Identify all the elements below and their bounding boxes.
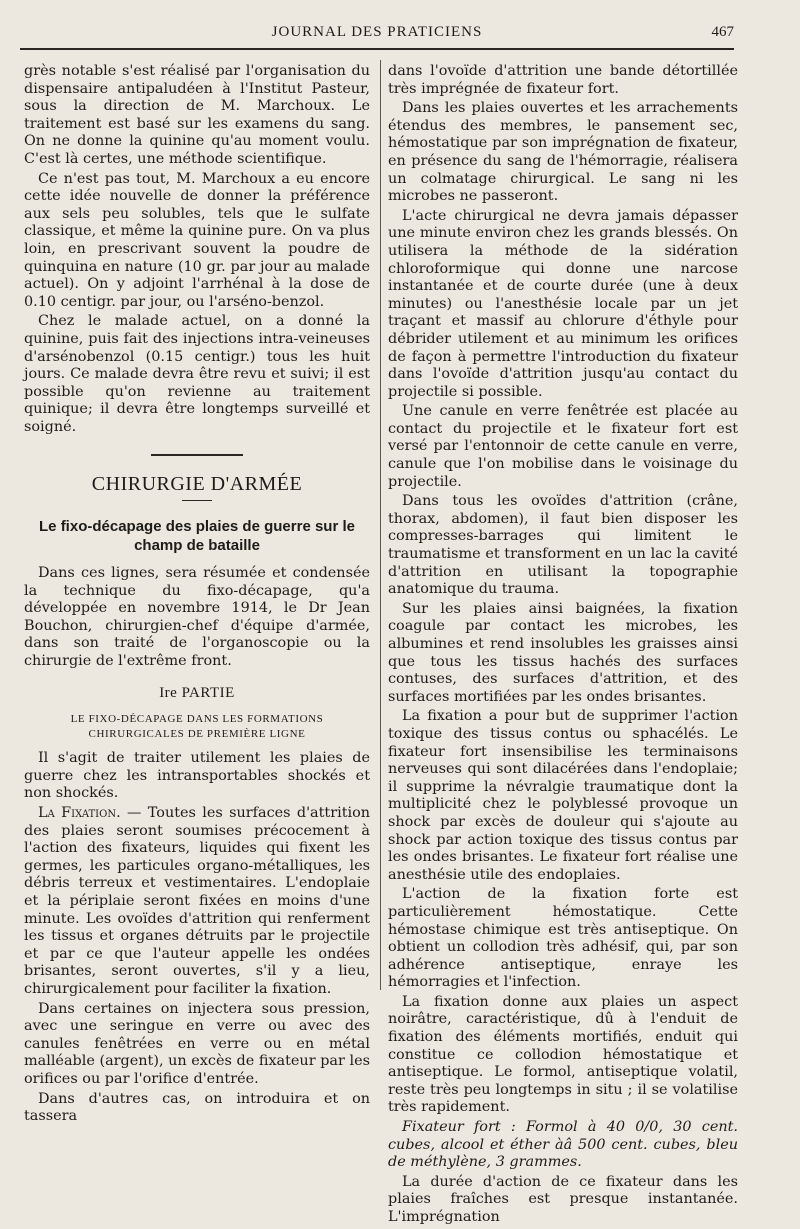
paragraph: dans l'ovoïde d'attrition une bande détortillée très imprégnée de fixateur fort. <box>388 63 738 97</box>
paragraph: Une canule en verre fenêtrée est placée au contact du projectile et le fixateur fort est versé par l'entonnoir de cette canule en verre, canule que l'on mobilise dans le voisinage du projectile. <box>388 403 738 490</box>
right-column <box>388 63 738 1229</box>
paragraph: L'acte chirurgical ne devra jamais dépasser une minute environ chez les grands blessés. On utilisera la méthode de la sidération chloroformique qui donne une narcose instantanée et de courte durée (une à deux minutes) ou l'anesthésie locale par un jet traçant et massif au chlorure d'éthyle pour débrider utilement et au minimum les orifices de façon à permettre l'introduction du fixateur dans l'ovoïde d'attrition jusqu'au contact du projectile si possible. <box>388 207 738 400</box>
paragraph: La fixation a pour but de supprimer l'action toxique des tissus contus ou sphacélés. Le fixateur fort insensibilise les terminaisons nerveuses qui sont dilacérées dans l'endoplaie; il supprime la névralgie traumatique dont la multiplicité chez le polyblessé provoque un shock par excès de douleur qui s'ajoute au shock par action toxique des tissus contus par les ondes brisantes. Le fixateur fort réalise une anesthésie utile des endoplaies. <box>388 708 738 883</box>
formula-paragraph: Fixateur fort : Formol à 40 0/0, 30 cent. cubes, alcool et éther àâ 500 cent. cubes, bleu de méthylène, 3 grammes. <box>388 1119 738 1171</box>
paragraph: Dans tous les ovoïdes d'attrition (crâne, thorax, abdomen), il faut bien disposer les compresses-barrages qui limitent le traumatisme et transforment en un lac la cavité d'attrition en utilisant la topographie anatomique du trauma. <box>388 493 738 598</box>
part-heading: Ire PARTIE <box>159 684 235 701</box>
paragraph: Chez le malade actuel, on a donné la quinine, puis fait des injections intra-veineuses d'arsénobenzol (0.15 centigr.) tous les huit jours. Ce malade devra être revu et suivi; il est possible qu'on revienne au traitement quinique; il devra être longtemps surveillé et soigné. <box>24 313 370 435</box>
part-subheading: LE FIXO-DÉCAPAGE DANS LES FORMATIONS CHIRURGICALES DE PREMIÈRE LIGNE <box>70 713 324 741</box>
journal-title: JOURNAL DES PRATICIENS <box>271 24 483 40</box>
article-title: Le fixo-décapage des plaies de guerre sur le champ de bataille <box>39 518 355 555</box>
paragraph-text: — Toutes les surfaces d'attrition des plaies seront soumises précocement à l'action des fixateurs, liquides qui fixent les germes, les particules organo-métalliques, les débris terreux et vestimentaires. L'endoplaie et la périplaie seront fixées en moins d'une minute. Les ovoïdes d'attrition qui renferment les tissus et organes détruits par le projectile et par ce que l'auteur appelle les ondées brisantes, seront ouvertes, s'il y a lieu, chirurgicalement pour faciliter la fixation. <box>24 805 371 997</box>
paragraph: Dans d'autres cas, on introduira et on tassera <box>24 1090 370 1125</box>
paragraph: Sur les plaies ainsi baignées, la fixation coagule par contact les microbes, les albumines et rend insolubles les graisses ainsi que tous les tissus hachés des surfaces contuses, des surfaces d'attrition, et des surfaces mortifiées par les ondes brisantes. <box>388 600 738 705</box>
left-column <box>24 63 370 1128</box>
section-separator <box>151 454 243 456</box>
paragraph <box>24 805 370 999</box>
heading-rule <box>182 500 212 501</box>
run-in-heading: La Fixation. <box>38 805 121 821</box>
page-number: 467 <box>711 24 734 40</box>
paragraph: grès notable s'est réalisé par l'organisation du dispensaire antipaludéen à l'Institut Pasteur, sous la direction de M. Marchoux. Le traitement est basé sur les examens du sang. On ne donne la quinine qu'au moment voulu. C'est là certes, une méthode scientifique. <box>24 63 370 167</box>
paragraph: La durée d'action de ce fixateur dans les plaies fraîches est presque instantanée. L'imprégnation <box>388 1173 738 1225</box>
section-heading: CHIRURGIE D'ARMÉE <box>91 473 303 496</box>
running-header <box>20 20 734 46</box>
paragraph: Il s'agit de traiter utilement les plaies de guerre chez les intransportables shockés et non shockés. <box>24 750 370 802</box>
paragraph: Dans les plaies ouvertes et les arrachements étendus des membres, le pansement sec, hémostatique par son imprégnation de fixateur, en présence du sang de l'hémorragie, réalisera un colmatage chirurgical. Le sang ni les microbes ne passeront. <box>388 100 738 205</box>
column-divider <box>380 60 381 990</box>
paragraph: Dans ces lignes, sera résumée et condensée la technique du fixo-décapage, qu'a développée en novembre 1914, le Dr Jean Bouchon, chirurgien-chef d'équipe d'armée, dans son traité de l'organoscopie ou la chirurgie de l'extrême front. <box>24 565 370 670</box>
paragraph: L'action de la fixation forte est particulièrement hémostatique. Cette hémostase chimique est très antiseptique. On obtient un collodion très adhésif, qui, par son adhérence antiseptique, enraye les hémorragies et l'infection. <box>388 886 738 991</box>
paragraph: La fixation donne aux plaies un aspect noirâtre, caractéristique, dû à l'enduit de fixation des éléments mortifiés, enduit qui constitue ce collodion hémostatique et antiseptique. Le formol, antiseptique volatil, reste très peu longtemps in situ ; il se volatilise très rapidement. <box>388 993 738 1116</box>
paragraph: Ce n'est pas tout, M. Marchoux a eu encore cette idée nouvelle de donner la préférence aux sels peu solubles, tels que le sulfate classique, et même la quinine pure. On va plus loin, en prescrivant souvent la poudre de quinquina en nature (10 gr. par jour au malade actuel). On y adjoint l'arrhénal à la dose de 0.10 centigr. par jour, ou l'arséno-benzol. <box>24 170 370 310</box>
header-rule <box>20 48 734 50</box>
paragraph: Dans certaines on injectera sous pression, avec une seringue en verre ou avec des canules fenêtrées en verre ou en métal malléable (argent), un excès de fixateur par les orifices ou par l'orifice d'entrée. <box>24 1000 370 1087</box>
